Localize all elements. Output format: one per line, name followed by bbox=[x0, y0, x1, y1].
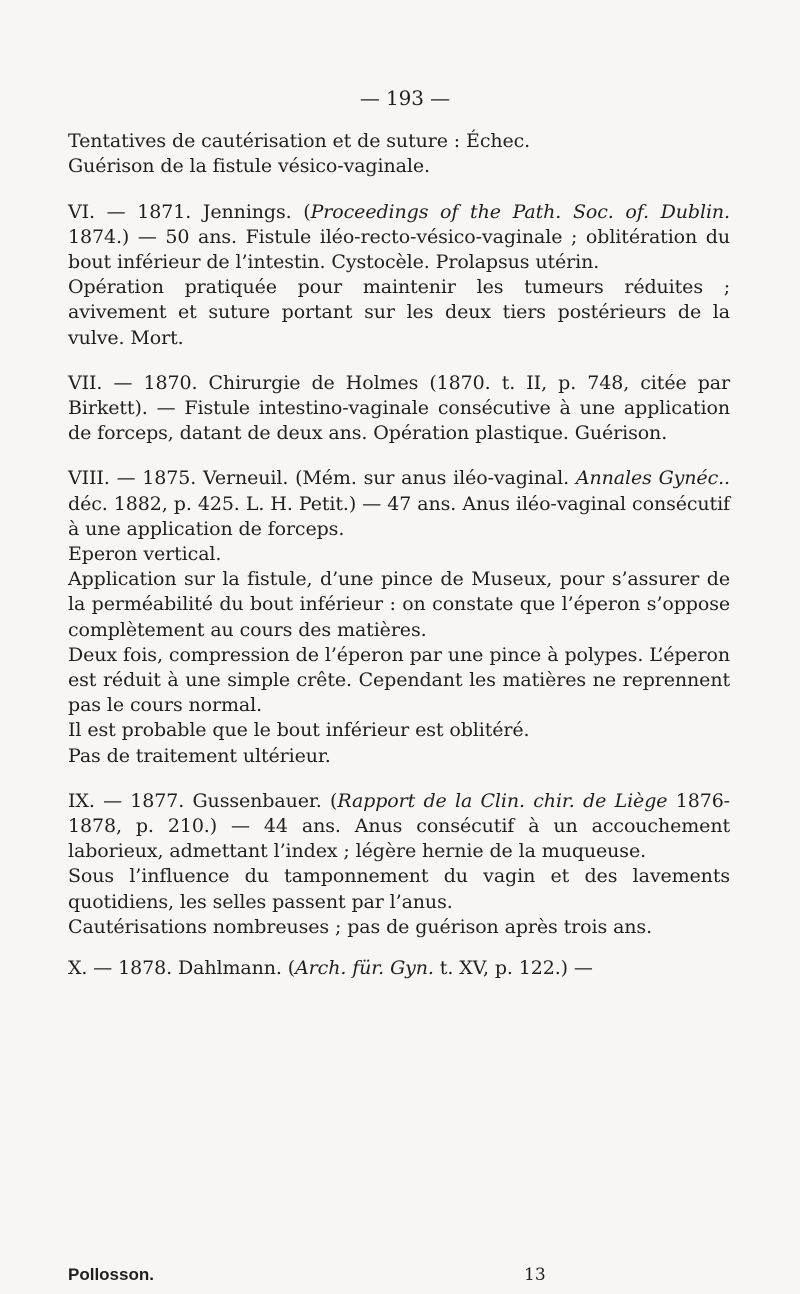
case-vi-text bbox=[68, 200, 730, 276]
case-x-tail: t. XV, p. 122.) — bbox=[433, 957, 593, 980]
case-vii-text: VII. — 1870. Chirurgie de Holmes (1870. t. II, p. 748, citée par Birkett). — Fistule intestino-vaginale consécutive à une application de forceps, datant de deux ans. Opération plastique. Guérison. bbox=[68, 371, 730, 445]
case-vi bbox=[68, 200, 730, 351]
case-ix-line: Sous l’influence du tamponnement du vagin et des lavements quotidiens, les selles passent par l’anus. bbox=[68, 865, 730, 913]
case-viii-head: VIII. — 1875. Verneuil. (Mém. sur anus iléo-vaginal. bbox=[68, 467, 576, 490]
case-viii-line: Deux fois, compression de l’éperon par une pince à polypes. L’éperon est réduit à une simple crête. Cependant les matières ne reprennent pas le cours normal. bbox=[68, 643, 730, 717]
case-viii-text bbox=[68, 466, 730, 542]
case-ix-text bbox=[68, 789, 730, 865]
case-viii-line: Il est probable que le bout inférieur est oblitéré. bbox=[68, 719, 530, 742]
footer-signature: Pollosson. bbox=[68, 1265, 154, 1284]
case-vi-source: Proceedings of the Path. Soc. of. Dublin. bbox=[310, 200, 730, 223]
case-viii bbox=[68, 466, 730, 768]
case-x bbox=[68, 956, 730, 981]
case-viii-line: Pas de traitement ultérieur. bbox=[68, 744, 331, 767]
intro-line-1: Tentatives de cautérisation et de suture : Échec. bbox=[68, 130, 531, 153]
case-x-head: X. — 1878. Dahlmann. ( bbox=[68, 957, 296, 980]
case-viii-line: Application sur la fistule, d’une pince de Museux, pour s’assurer de la perméabilité du bout inférieur : on constate que l’éperon s’oppose complètement au cours des matières. bbox=[68, 568, 730, 641]
case-ix-line: Cautérisations nombreuses ; pas de guérison après trois ans. bbox=[68, 915, 653, 938]
case-ix-tail: 1876-1878, p. 210.) — 44 ans. Anus consécutif à un accouchement laborieux, admettant l’index ; légère hernie de la muqueuse. bbox=[68, 789, 731, 863]
case-viii-source: Annales Gynéc.. bbox=[575, 467, 730, 490]
case-vii bbox=[68, 371, 730, 447]
case-vi-tail: 1874.) — 50 ans. Fistule iléo-recto-vésico-vaginale ; oblitération du bout inférieur de l’intestin. Cystocèle. Prolapsus utérin. bbox=[68, 225, 730, 274]
case-ix-source: Rapport de la Clin. chir. de Liège bbox=[337, 789, 668, 812]
case-x-text bbox=[68, 956, 730, 981]
case-vi-para2: Opération pratiquée pour maintenir les tumeurs réduites ; avivement et suture portant sur les deux tiers postérieurs de la vulve. Mort. bbox=[68, 276, 730, 349]
page-body bbox=[68, 86, 730, 981]
case-viii-line: Eperon vertical. bbox=[68, 543, 222, 566]
case-vi-head: VI. — 1871. Jennings. ( bbox=[68, 200, 311, 223]
case-x-source: Arch. für. Gyn. bbox=[295, 957, 434, 980]
case-viii-tail: déc. 1882, p. 425. L. H. Petit.) — 47 ans. Anus iléo-vaginal consécutif à une application de forceps. bbox=[68, 492, 730, 540]
page-number: — 193 — bbox=[359, 86, 451, 110]
case-ix bbox=[68, 789, 730, 940]
case-ix-head: IX. — 1877. Gussenbauer. ( bbox=[68, 789, 338, 812]
intro-line-2: Guérison de la fistule vésico-vaginale. bbox=[68, 155, 430, 178]
footer-sheet-number: 13 bbox=[524, 1265, 546, 1285]
